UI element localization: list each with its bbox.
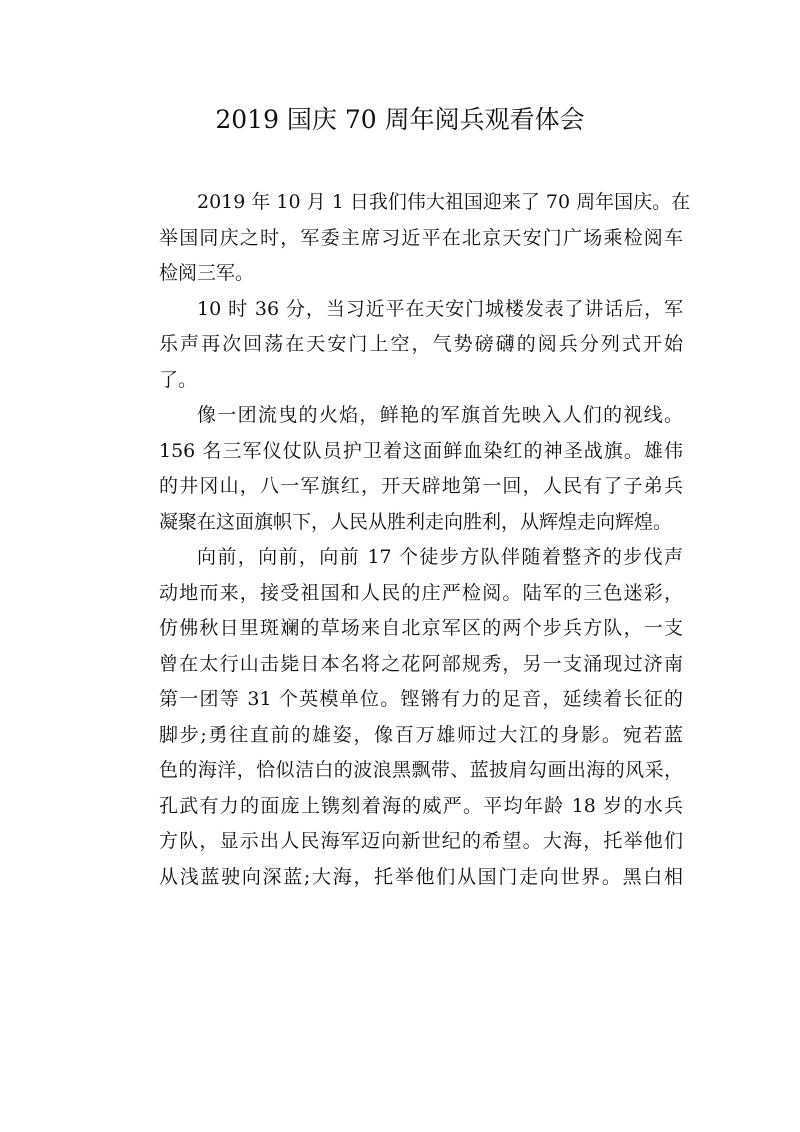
paragraph-4 [121,540,683,895]
text-line: 乐声再次回荡在天安门上空，气势磅礴的阅兵分列式开始 [159,333,683,355]
text-line: 2019 年 10 月 1 日我们伟大祖国迎来了 70 周年国庆。在 [197,191,691,213]
text-line: 脚步;勇往直前的雄姿，像百万雄师过大江的身影。宛若蓝 [159,723,683,746]
text-line: 动地而来，接受祖国和人民的庄严检阅。陆军的三色迷彩， [159,581,683,604]
text-line: 举国同庆之时，军委主席习近平在北京天安门广场乘检阅车 [159,226,683,249]
document-title: 2019 国庆 70 周年阅兵观看体会 [215,105,585,134]
text-line: 156 名三军仪仗队员护卫着这面鲜血染红的神圣战旗。雄伟 [159,439,683,462]
text-line: 检阅三军。 [159,262,255,284]
text-line: 从浅蓝驶向深蓝;大海，托举他们从国门走向世界。黑白相 [159,865,683,888]
text-line: 了。 [159,368,198,391]
paragraph-1 [121,185,691,292]
text-line: 凝聚在这面旗帜下，人民从胜利走向胜利，从辉煌走向辉煌。 [159,510,673,533]
document-body [121,185,691,895]
text-line: 色的海洋，恰似洁白的波浪黑飘带、蓝披肩勾画出海的风采， [159,759,683,781]
paragraph-2 [121,292,683,399]
text-line: 孔武有力的面庞上镌刻着海的威严。平均年龄 18 岁的水兵 [159,794,683,817]
text-line: 方队，显示出人民海军迈向新世纪的希望。大海，托举他们 [159,830,683,852]
text-line: 10 时 36 分，当习近平在天安门城楼发表了讲话后，军 [197,297,683,320]
text-line: 的井冈山，八一军旗红，开天辟地第一回，人民有了子弟兵 [159,475,683,497]
text-line: 向前，向前，向前 17 个徒步方队伴随着整齐的步伐声 [197,546,683,568]
text-line: 像一团流曳的火焰，鲜艳的军旗首先映入人们的视线。 [197,404,683,426]
paragraph-3 [121,398,683,540]
text-line: 仿佛秋日里斑斓的草场来自北京军区的两个步兵方队，一支 [159,617,683,639]
text-line: 曾在太行山击毙日本名将之花阿部规秀，另一支涌现过济南 [159,652,683,675]
text-line: 第一团等 31 个英模单位。铿锵有力的足音，延续着长征的 [159,688,683,710]
